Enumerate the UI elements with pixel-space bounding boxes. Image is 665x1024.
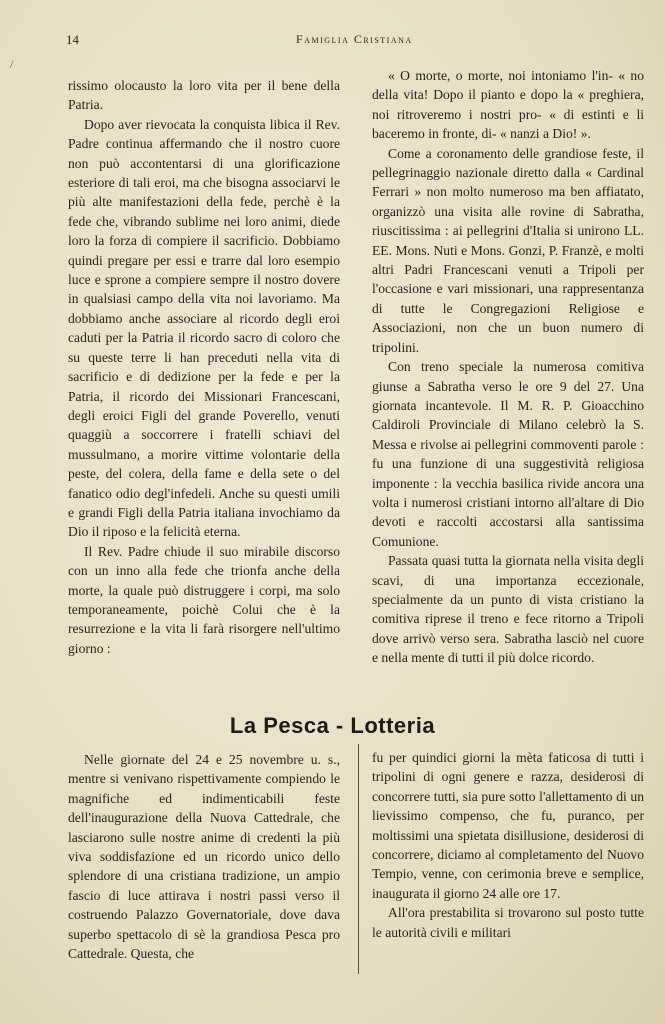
bottom-right-column (372, 748, 644, 942)
paragraph: Dopo aver rievocata la conquista libica il Rev. Padre continua affermando che il nostro cuore non può accontentarsi di una glorificazione esteriore di tali eroi, ma che bisogna associarvi le più alte manifestazioni della fede, perchè è la fede che, vibrando sublime nei loro animi, diede loro la forza di compiere il sacrificio. Dobbiamo quindi pregare per essi e trarre dal loro esempio luce e sprone a compiere sempre il nostro dovere in qualsiasi campo della vita noi lavoriamo. Ma dobbiamo anche associare al ricordo degli eroi caduti per la Patria il ricordo sacro di coloro che su queste terre li han preceduti nella vita di sacrificio e di dedizione per la fede e per la Patria, il ricordo dei Missionari Francescani, degli eroici Figli del grande Poverello, venuti quaggiù a soccorrere i fratelli schiavi del mussulmano, a morire vittime volontarie della peste, del colera, della fame e della sete o del fanatico odio degl'infedeli. Anche su questi umili e grandi Figli della Patria italiana invochiamo da Dio il riposo e la felicità eterna. (68, 116, 340, 540)
margin-mark: / (10, 57, 14, 71)
column-divider (358, 744, 359, 974)
paragraph: Passata quasi tutta la giornata nella visita degli scavi, di una importanza eccezionale, specialmente da un punto di vista cristiano la comitiva riprese il treno e fece ritorno a Tripoli dove arrivò verso sera. Sabratha lasciò nel cuore e nella mente di tutti il più dolce ricordo. (372, 553, 644, 666)
page-number: 14 (66, 32, 79, 47)
paragraph: rissimo olocausto la loro vita per il bene della Patria. (68, 78, 340, 113)
paragraph: Come a coronamento delle grandiose feste, il pellegrinaggio nazionale diretto dalla « Cardinal Ferrari » non molto numeroso ma ben affiatato, organizzò una visita alle rovine di Sabratha, riuscitissima : ai pellegrini d'Italia si unirono LL. EE. Mons. Nuti e Mons. Gonzi, P. Franzè, e molti altri Padri Francescani venuti a Tripoli per l'occasione e vari missionari, una rappresentanza di tutte le Congregazioni Religiose e Associazioni, non che un buon numero di tripolini. (372, 145, 644, 355)
page-header (66, 30, 645, 50)
paragraph: All'ora prestabilita si trovarono sul posto tutte le autorità civili e militari (372, 905, 644, 940)
paragraph: fu per quindici giorni la mèta faticosa di tutti i tripolini di ogni genere e razza, desiderosi di concorrere tutti, sia pure sotto l'allettamento di un lievissimo compenso, che fu, puranco, per moltissimi una spietata disillusione, desiderosi di concorrere, diciamo al completamento del Nuovo Tempio, venne, con cerimonia breve e semplice, inaugurata il giorno 24 alle ore 17. (372, 750, 644, 901)
bottom-left-column (68, 750, 340, 963)
section-title: La Pesca - Lotteria (229, 713, 436, 738)
paragraph: Il Rev. Padre chiude il suo mirabile discorso con un inno alla fede che trionfa anche della morte, la quale può distruggere i corpi, ma solo temporaneamente, poichè Colui che è la resurrezione e la vita li farà risorgere nell'ultimo giorno : (68, 543, 340, 656)
top-left-column (68, 76, 340, 658)
paragraph: Con treno speciale la numerosa comitiva giunse a Sabratha verso le ore 9 del 27. Una giornata incantevole. Il M. R. P. Gioacchino Caldiroli Provinciale di Milano celebrò la S. Messa e rivolse ai pellegrini commoventi parole : fu una funzione di una suggestività religiosa imponente : la vecchia basilica rivide ancora una volta i numerosi cristiani intorno all'altare di Dio devoti e raccolti accostarsi alla santissima Comunione. (372, 359, 644, 549)
paragraph: Nelle giornate del 24 e 25 novembre u. s., mentre si venivano rispettivamente compiendo le magnifiche ed indimenticabili feste dell'inaugurazione della Nuova Cattedrale, che lasciarono sulle nostre anime di credenti la più viva soddisfazione ed un ricordo unico dello splendore di una cristiana tradizione, un ampio fascio di luce attirava i nostri passi verso il costruendo Palazzo Governatoriale, dove dava superbo spettacolo di sè la grandiosa Pesca pro Cattedrale. Questa, che (68, 752, 340, 962)
top-right-column (372, 66, 644, 668)
running-title: Famiglia Cristiana (296, 32, 413, 46)
quote-paragraph: « O morte, o morte, noi intoniamo l'in- « no della vita! Dopo il pianto e dopo la « preghiera, noi ritroveremo i nostri pro- « di estinti e li baceremo in fronte, di- « nanzi a Dio! ». (372, 68, 644, 142)
